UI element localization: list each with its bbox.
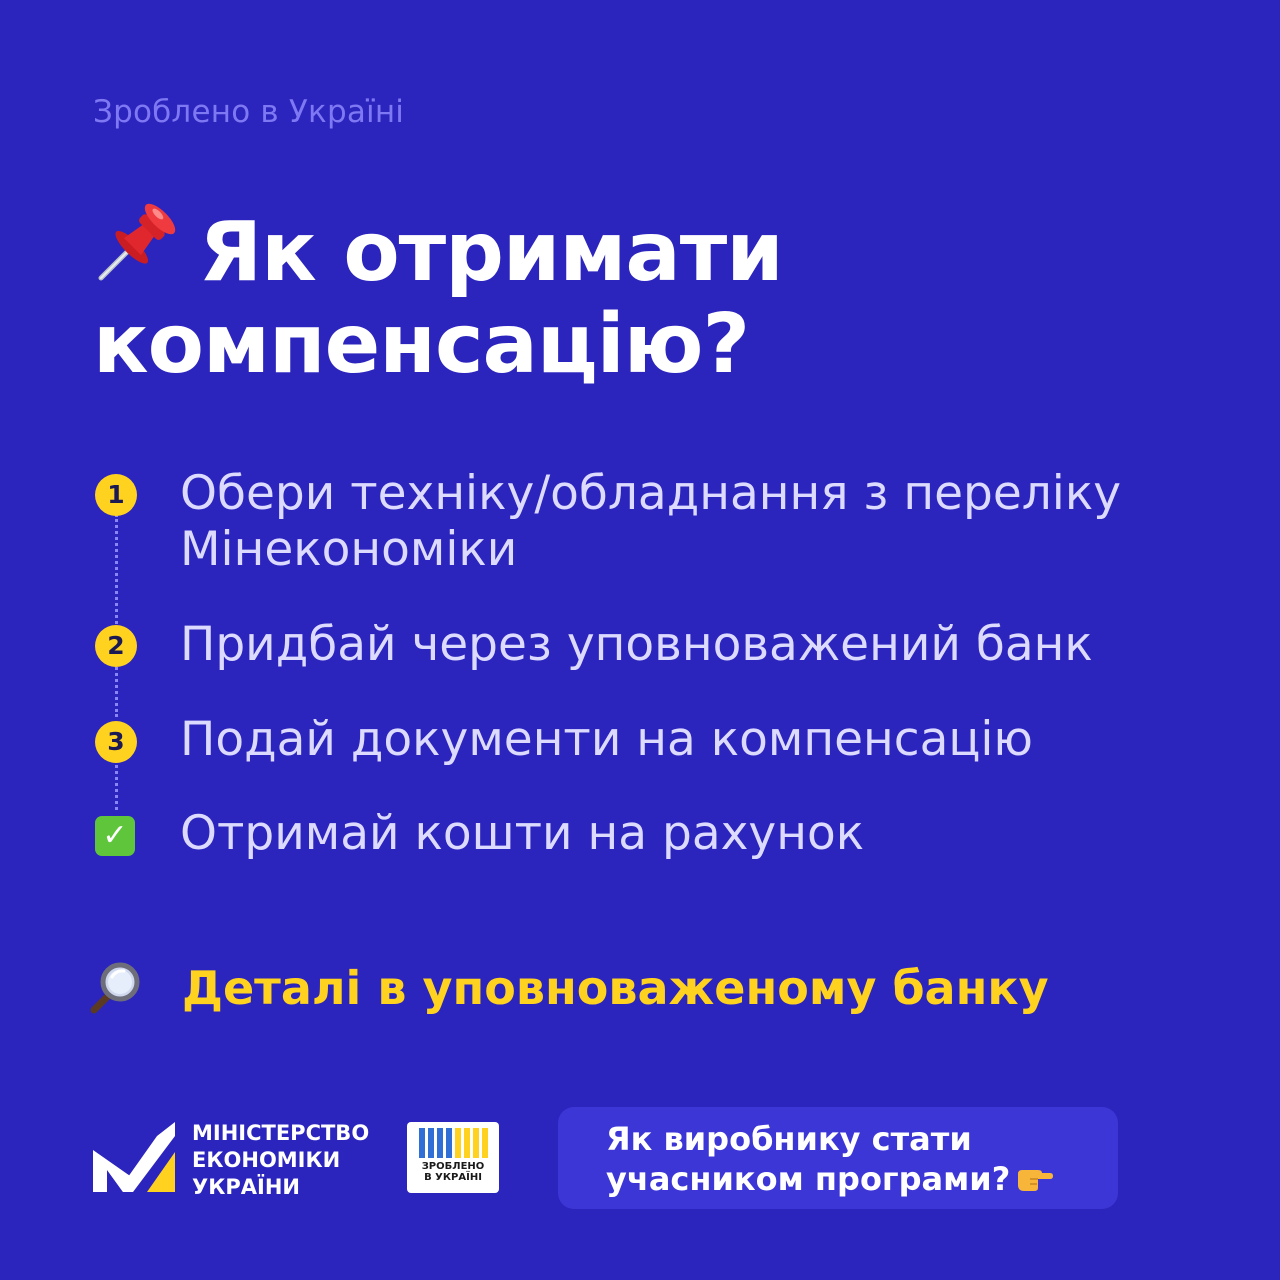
pointing-right-icon xyxy=(1016,1164,1054,1194)
badge-label: ЗРОБЛЕНО В УКРАЇНІ xyxy=(421,1161,485,1183)
producer-cta[interactable] xyxy=(558,1107,1118,1209)
eyebrow-label: Зроблено в Україні xyxy=(93,94,405,130)
step-text: Придбай через уповноважений банк xyxy=(180,617,1093,672)
badge-bars xyxy=(414,1128,492,1158)
details-callout xyxy=(86,958,1186,1022)
step-number-badge: 2 xyxy=(95,625,137,667)
step-connector xyxy=(115,514,118,624)
title-text-1: Як отримати xyxy=(199,205,783,300)
check-icon: ✓ xyxy=(95,815,137,857)
made-in-ukraine-badge xyxy=(407,1122,499,1193)
pushpin-icon xyxy=(93,198,183,284)
step-connector xyxy=(115,662,118,717)
page-title xyxy=(93,198,783,391)
cta-text: Як виробнику стати учасником програми? xyxy=(606,1119,1054,1199)
ministry-logo xyxy=(93,1122,175,1192)
step-connector xyxy=(115,758,118,810)
step-number-badge: 3 xyxy=(95,721,137,763)
title-line-1 xyxy=(93,198,783,299)
ministry-name: МІНІСТЕРСТВО ЕКОНОМІКИ УКРАЇНИ xyxy=(192,1121,370,1199)
step-number-badge: 1 xyxy=(95,474,137,516)
step-text: Подай документи на компенсацію xyxy=(180,712,1033,767)
magnifier-icon xyxy=(86,960,142,1016)
step-text: Отримай кошти на рахунок xyxy=(180,806,865,861)
step-text: Обери техніку/обладнання з переліку Мінекономіки xyxy=(180,466,1122,577)
details-text: Деталі в уповноваженому банку xyxy=(182,961,1049,1015)
title-line-2: компенсацію? xyxy=(93,297,750,392)
